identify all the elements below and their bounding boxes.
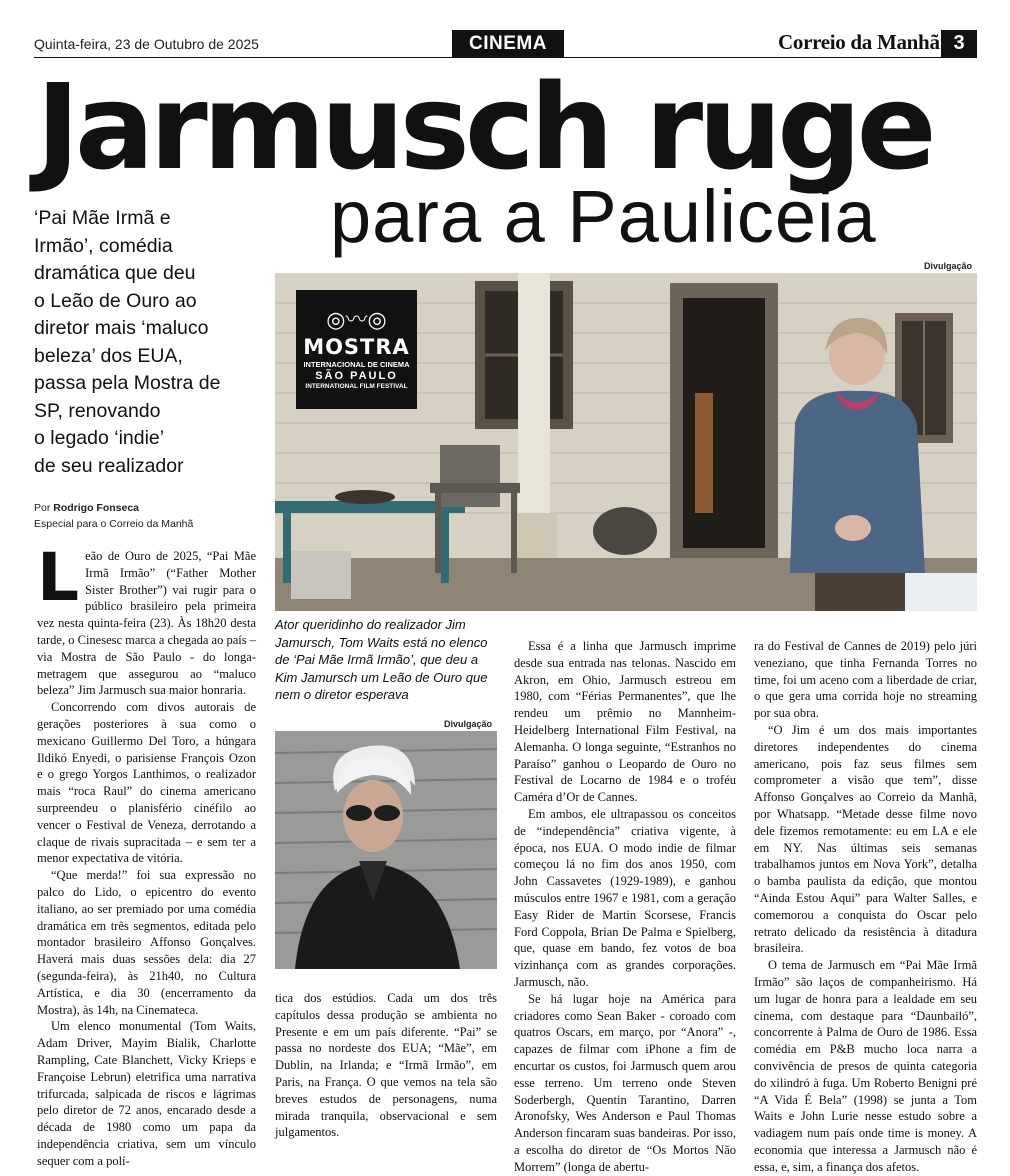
byline-prefix: Por (34, 502, 51, 514)
photo2-credit: Divulgação (444, 719, 493, 729)
main-photo (275, 273, 977, 611)
deck-line: diretor mais ‘maluco (34, 317, 209, 339)
deck-line: de seu realizador (34, 454, 184, 477)
deck-line: SP, renovando (34, 399, 161, 422)
headline: Jarmusch ruge (36, 58, 932, 196)
portrait-illustration (275, 731, 497, 969)
paragraph: Essa é a linha que Jarmusch imprime desde sua entrada nas telonas. Nascido em Akron, em Ohio, Jarmusch estreou em 1980, com “Férias Permanentes”, que lhe rendeu um prêmio no Mannheim-Heidelberg International Film Festival, na Alemanha. O longa seguinte, “Estranhos no Paraíso” ganhou o Leopardo de Ouro no Festival de Locarno de 1984 e o troféu Caméra d’Or de Cannes. (514, 639, 736, 805)
paragraph: “O Jim é um dos mais importantes diretores independentes do cinema americano, pois faz seus filmes sem comprometer a visão que tem”, disse Affonso Gonçalves ao Correio da Manhã, por Whatsapp. “Metade desse filme novo dele fizemos remotamente: eu em LA e ele em NY. Nas últimas seis semanas trabalhamos juntos em Nova York”, detalha o bamba paulista da edição, que montou “Ainda Estou Aqui” para Walter Salles, e comemorou a conquista do Oscar pelo retrato delicado da resistência à ditadura brasileira. (754, 722, 977, 956)
page-number: 3 (941, 30, 977, 57)
deck-line: passa pela Mostra de (34, 372, 221, 394)
article-column-2 (275, 990, 497, 1141)
paragraph: “Que merda!” foi sua expressão no palco do Lido, o epicentro do evento italiano, ao ser premiado por uma comédia dramática em três segmentos, editada pelo montador brasileiro Affonso Gonçalves. Haverá mais duas sessões dela: dia 27 (segunda-feira), às 21h40, no Cultura Artística, e dia 30 (encerramento da Mostra), às 14h, na Cinemateca. (37, 868, 256, 1017)
subheadline: para a Pauliceia (330, 175, 877, 258)
deck-line: dramática que deu (34, 262, 196, 284)
byline-author: Rodrigo Fonseca (53, 502, 140, 514)
logo-title: MOSTRA (303, 335, 410, 359)
deck-line: Irmão’, comédia (34, 234, 173, 257)
article-column-4 (754, 638, 977, 1176)
deck-line: o Leão de Ouro ao (34, 289, 197, 312)
logo-subtitle: INTERNACIONAL DE CINEMA (303, 360, 410, 369)
paragraph: Se há lugar hoje na América para criadores como Sean Baker - coroado com quatros Oscars, em março, por “Anora” -, capazes de filmar com iPhone a fim de encurtar os custos, foi Jarmusch quem arou esse terreno. Um terreno onde Steven Soderbergh, Quentin Tarantino, Darren Aronofsky, Wes Anderson e Paul Thomas Anderson fincaram suas bandeiras. Por isso, a escolha do diretor de “Os Mortos Não Morrem” (longa de abertu- (514, 991, 736, 1174)
paragraph: Um elenco monumental (Tom Waits, Adam Driver, Mayim Bialik, Charlotte Rampling, Cate Blanchett, Vicky Krieps e Françoise Lebrun) eletrifica uma narrativa trifurcada, salpicada de riscos e lágrimas pelo diretor de 72 anos, encarado desde a década de 1980 como um papa da independência criativa, sem um vínculo sequer com a polí- (37, 1019, 256, 1168)
paragraph: Leão de Ouro de 2025, “Pai Mãe Irmã Irmão” (“Father Mother Sister Brother”) vai rugir para o público brasileiro pela primeira vez nesta quinta-feira (23). Às 18h20 desta tarde, o Cinesesc marca a chegada ao país – via Mostra de São Paulo - do longa-metragem que assegurou ao “maluco beleza” Jim Jarmusch sua maior honraria. (37, 539, 256, 698)
deck-line: ‘Pai Mãe Irmã e (34, 207, 171, 229)
issue-date: Quinta-feira, 23 de Outubro de 2025 (34, 36, 259, 52)
article-column-3 (514, 638, 736, 1176)
article-column-1 (37, 539, 256, 1169)
paragraph: Em ambos, ele ultrapassou os conceitos de “independência” criativa vigente, à época, nos EUA. O modo indie de filmar começou lá no fim dos anos 1950, com John Cassavetes (1929-1989), e ganhou músculos entre 1967 e 1981, com a geração Easy Rider de Martin Scorsese, Francis Ford Coppola, Brian De Palma e Spielberg, que, quase em bando, fez votos de boa vizinhança com as grandes corporações. Jarmusch, não. (514, 806, 736, 989)
portrait-photo (275, 731, 497, 969)
byline (34, 500, 193, 532)
deck-line: o legado ‘indie’ (34, 427, 165, 449)
swirl-icon: ◎〰◎ (326, 308, 387, 333)
logo-english: INTERNATIONAL FILM FESTIVAL (305, 383, 408, 390)
photo1-credit: Divulgação (924, 261, 973, 271)
paragraph: O tema de Jarmusch em “Pai Mãe Irmã Irmão” são laços de companheirismo. Há um lugar de honra para a lealdade em seu cinema, com destaque para “Daunbailó”, concorrente à Palma de Ouro de 1986. Essa comédia em P&B mucho loca narra a convivência de presos de quinta categoria do xilindró à fuga. Um Roberto Benigni pré “A Vida É Bela” (1998) se junta a Tom Waits e John Lurie nesse estudo sobre a vadiagem num país onde time is money. A economia que interessa a Jarmusch não é essa, e, sim, a finança dos afetos. (754, 958, 977, 1174)
article-deck (34, 205, 264, 480)
paragraph: Concorrendo com divos autorais de gerações posteriores à sua como o mexicano Guillermo Del Toro, a húngara Ildikó Enyedi, o parisiense François Ozon e o grego Yorgos Lanthimos, o realizador mais “roca Raul” do cinema americano surpreendeu o planisfério cinéfilo ao vencer o Festival de Veneza, derrotando a claque de rivais supracitada – e sem ter a menor expectativa de vitória. (37, 700, 256, 866)
paragraph: tica dos estúdios. Cada um dos três capítulos dessa produção se ambienta no Presente e em um país diferente. “Pai” se passa no nordeste dos EUA; “Mãe”, em Dublin, na Irlanda; e “Irmã Irmão”, em Paris, na França. O que vemos na tela são breves estudos de personagens, numa mirada tranquila, observacional e sem julgamentos. (275, 991, 497, 1140)
mostra-logo (296, 290, 417, 409)
paragraph: ra do Festival de Cannes de 2019) pelo júri veneziano, que tinha Fernanda Torres no time, foi um aceno com a liberdade de criar, o que gera uma corrida hoje no streaming por sua obra. (754, 639, 977, 721)
photo-caption: Ator queridinho do realizador Jim Jamursch, Tom Waits está no elenco de ‘Pai Mãe Irmã Irmão’, que deu a Kim Jamursch um Leão de Ouro que nem o diretor esperava (275, 617, 488, 702)
logo-city: SÃO PAULO (315, 370, 398, 382)
section-badge: CINEMA (452, 30, 564, 57)
newspaper-logo: Correio da Manhã (778, 30, 940, 54)
byline-role: Especial para o Correio da Manhã (34, 518, 194, 530)
drop-cap: L (37, 539, 80, 616)
deck-line: beleza’ dos EUA, (34, 344, 183, 367)
